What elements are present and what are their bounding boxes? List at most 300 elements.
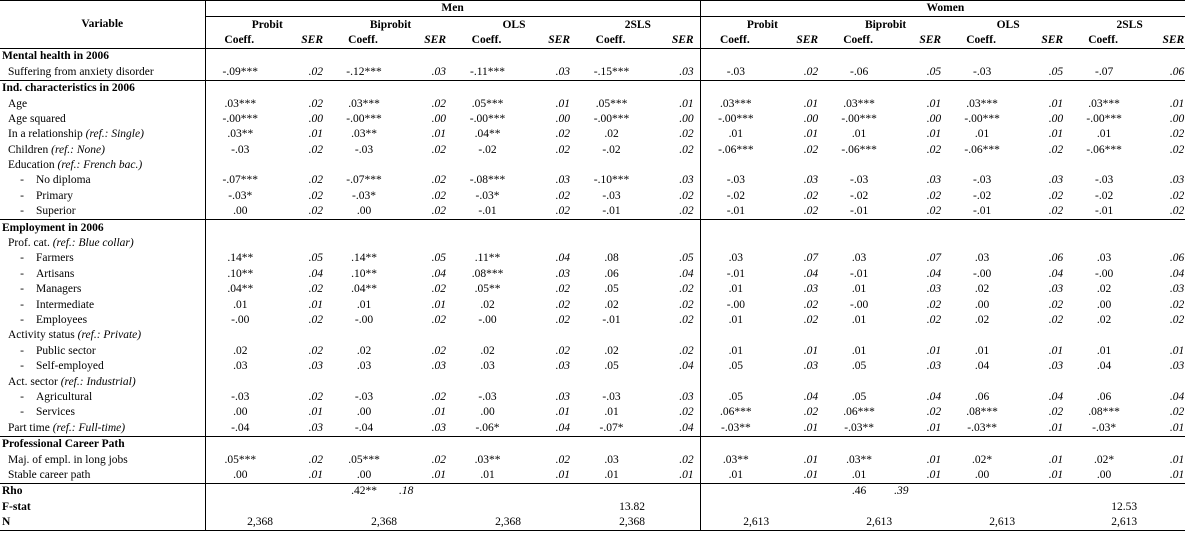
ser-cell: .03 xyxy=(431,360,446,373)
row-label: Prof. cat. (ref.: Blue collar) xyxy=(8,237,134,250)
coeff-cell xyxy=(452,500,521,515)
empty-cell xyxy=(769,374,824,389)
empty-cell xyxy=(1137,374,1185,389)
ser-cell: .01 xyxy=(1169,97,1185,110)
ser-cell: .02 xyxy=(1048,205,1064,218)
ser-cell: .01 xyxy=(1169,468,1185,481)
coeff-cell: .14** xyxy=(205,251,273,266)
ser-cell: .18 xyxy=(399,485,414,498)
empty-cell xyxy=(947,158,1015,173)
empty-cell xyxy=(892,158,947,173)
table-row xyxy=(0,468,1185,484)
table-row xyxy=(0,344,1185,359)
ser-cell: .04 xyxy=(431,267,446,280)
empty-cell xyxy=(824,49,892,65)
coeff-cell: .10** xyxy=(205,267,273,282)
ser-header: SER xyxy=(424,33,446,46)
empty-cell xyxy=(700,80,769,96)
empty-cell xyxy=(329,236,397,251)
ser-cell: .01 xyxy=(431,406,446,419)
coeff-cell: -.07*** xyxy=(205,173,273,188)
table-row xyxy=(0,282,1185,297)
coeff-cell: 2,368 xyxy=(495,516,521,529)
coeff-cell: -.02 xyxy=(478,143,497,156)
coeff-cell: -.06*** xyxy=(841,143,877,156)
ser-cell: .03 xyxy=(1169,360,1185,373)
coeff-cell: -.06 xyxy=(850,65,869,78)
empty-cell xyxy=(576,436,645,452)
coeff-cell: .05*** xyxy=(348,453,380,466)
ser-cell xyxy=(521,515,576,531)
ser-cell: .01 xyxy=(308,468,323,481)
coeff-cell: -.06* xyxy=(475,421,500,434)
section-label: Employment in 2006 xyxy=(2,221,104,234)
ser-cell: .01 xyxy=(431,298,446,311)
coeff-cell: .02 xyxy=(1096,283,1112,296)
ser-cell: .01 xyxy=(1048,97,1064,110)
ser-cell: .02 xyxy=(803,205,819,218)
coeff-cell: .08*** xyxy=(966,406,998,419)
coeff-cell: -.03 xyxy=(700,65,769,81)
ser-cell: .02 xyxy=(679,314,694,326)
table-row xyxy=(0,297,1185,312)
empty-cell xyxy=(397,236,452,251)
empty-cell xyxy=(1137,49,1185,65)
women-biprobit-header: Biprobit xyxy=(864,18,907,31)
empty-cell xyxy=(947,436,1015,452)
empty-cell xyxy=(273,158,329,173)
empty-cell xyxy=(892,236,947,251)
table-row xyxy=(0,405,1185,420)
ser-cell: .02 xyxy=(926,189,942,202)
empty-cell xyxy=(273,236,329,251)
empty-cell xyxy=(452,436,521,452)
coeff-cell: .01 xyxy=(700,313,769,328)
empty-cell xyxy=(700,328,769,343)
coeff-cell: -.00*** xyxy=(700,112,769,127)
ser-cell: .02 xyxy=(431,189,446,202)
coeff-cell: -.02 xyxy=(850,189,869,202)
coeff-cell xyxy=(1069,484,1137,500)
empty-cell xyxy=(273,80,329,96)
ser-cell: .02 xyxy=(431,97,446,110)
empty-cell xyxy=(892,49,947,65)
coeff-cell: .01 xyxy=(356,298,372,311)
coeff-cell: 2,613 xyxy=(1111,516,1138,529)
coeff-cell: -.01 xyxy=(1095,205,1114,218)
coeff-cell: -.02 xyxy=(1095,189,1114,202)
ser-cell: .01 xyxy=(555,97,570,110)
ser-cell: .03 xyxy=(1048,283,1064,296)
ser-cell: .02 xyxy=(679,143,694,156)
ser-cell: .01 xyxy=(803,97,819,110)
ser-header: SER xyxy=(301,33,323,46)
row-label: Age squared xyxy=(8,112,66,125)
coeff-cell: .05 xyxy=(851,360,867,373)
ser-cell: .06 xyxy=(1048,252,1064,265)
coeff-header: Coeff. xyxy=(205,33,273,49)
coeff-cell: -.07* xyxy=(599,421,624,434)
empty-cell xyxy=(329,328,397,343)
empty-cell xyxy=(1069,220,1137,236)
ser-cell xyxy=(273,515,329,531)
ser-cell: .06 xyxy=(1169,252,1185,265)
empty-cell xyxy=(576,236,645,251)
empty-cell xyxy=(769,220,824,236)
ser-cell xyxy=(892,515,947,531)
ser-cell: .02 xyxy=(679,298,694,311)
coeff-cell: .02 xyxy=(1096,314,1112,326)
empty-cell xyxy=(576,80,645,96)
coeff-cell: .03*** xyxy=(843,97,875,110)
empty-cell xyxy=(1137,236,1185,251)
ser-cell: .00 xyxy=(803,112,819,125)
ser-cell: .01 xyxy=(308,298,323,311)
ser-cell: .00 xyxy=(679,112,694,125)
row-label: - Artisans xyxy=(20,267,75,280)
empty-cell xyxy=(273,49,329,65)
ser-header: SER xyxy=(548,33,570,46)
row-label: - Intermediate xyxy=(20,298,95,311)
table-row xyxy=(0,374,1185,389)
ser-cell: .04 xyxy=(803,390,819,403)
coeff-cell: .03** xyxy=(700,452,769,467)
empty-cell xyxy=(700,49,769,65)
coeff-header: Coeff. xyxy=(471,33,502,46)
coeff-cell: .06*** xyxy=(843,406,875,419)
ser-cell: .01 xyxy=(555,468,570,481)
coeff-cell: -.00 xyxy=(973,267,992,280)
empty-cell xyxy=(452,236,521,251)
empty-cell xyxy=(700,374,769,389)
coeff-cell: .02 xyxy=(480,344,495,357)
empty-cell xyxy=(824,436,892,452)
men-ols-header: OLS xyxy=(502,18,526,31)
coeff-cell: -.03 xyxy=(1095,174,1114,187)
row-label: N xyxy=(2,516,11,529)
coeff-cell: -.03* xyxy=(1092,421,1117,434)
empty-cell xyxy=(1015,80,1069,96)
coeff-cell: .01 xyxy=(851,468,867,481)
women-probit-header: Probit xyxy=(700,17,824,33)
empty-cell xyxy=(329,80,397,96)
empty-cell xyxy=(1015,236,1069,251)
empty-cell xyxy=(329,220,397,236)
variable-header: Variable xyxy=(81,18,124,31)
empty-cell xyxy=(205,80,273,96)
empty-cell xyxy=(452,374,521,389)
empty-cell xyxy=(205,236,273,251)
ser-cell: .04 xyxy=(803,267,819,280)
reference-category: (ref.: Blue collar) xyxy=(52,237,134,250)
coeff-cell: .00 xyxy=(205,405,273,420)
coeff-cell: -.00 xyxy=(850,298,869,311)
table-row xyxy=(0,65,1185,81)
ser-cell: .01 xyxy=(1048,453,1064,466)
coeff-cell: -.03 xyxy=(700,173,769,188)
coeff-cell: .02 xyxy=(974,283,990,296)
coeff-cell: .00 xyxy=(480,406,495,419)
ser-cell xyxy=(273,484,329,500)
ser-cell xyxy=(1015,500,1069,515)
coeff-cell: .03 xyxy=(480,360,495,373)
coeff-cell: .05** xyxy=(474,283,501,296)
coeff-cell: .01 xyxy=(700,127,769,142)
coeff-cell: .05*** xyxy=(205,452,273,467)
empty-cell xyxy=(397,80,452,96)
coeff-cell: 2,368 xyxy=(205,515,273,531)
coeff-cell: -.01 xyxy=(973,205,992,218)
section-label: Ind. characteristics in 2006 xyxy=(2,82,135,95)
table-row xyxy=(0,500,1185,515)
coeff-cell: -.00*** xyxy=(205,112,273,127)
men-2sls-header: 2SLS xyxy=(624,18,651,31)
coeff-cell: .00 xyxy=(974,468,990,481)
coeff-cell: -.03** xyxy=(844,421,874,434)
row-label: Stable career path xyxy=(8,468,91,481)
ser-cell: .00 xyxy=(1048,112,1064,125)
coeff-cell: .08*** xyxy=(471,267,504,280)
empty-cell xyxy=(1069,436,1137,452)
empty-cell xyxy=(645,236,700,251)
coeff-cell: .05 xyxy=(700,359,769,374)
coeff-cell: -.01 xyxy=(850,205,869,218)
coeff-cell: 2,368 xyxy=(371,516,397,529)
coeff-cell: -.01 xyxy=(850,267,869,280)
coeff-header: Coeff. xyxy=(966,33,996,46)
empty-cell xyxy=(769,436,824,452)
ser-cell: .01 xyxy=(926,421,942,434)
ser-cell xyxy=(645,500,700,515)
coeff-cell: .06*** xyxy=(700,405,769,420)
coeff-cell: -.03** xyxy=(967,421,997,434)
coeff-cell: -.03* xyxy=(475,189,500,202)
coeff-cell: .01 xyxy=(974,128,990,141)
table-row xyxy=(0,484,1185,500)
table-row xyxy=(0,452,1185,467)
ser-cell: .03 xyxy=(308,360,323,373)
coeff-cell: 13.82 xyxy=(619,500,645,513)
coeff-cell: .02 xyxy=(974,314,990,326)
coeff-cell: -.03 xyxy=(850,174,869,187)
empty-cell xyxy=(329,158,397,173)
row-label: F-stat xyxy=(2,500,31,513)
coeff-cell: .03 xyxy=(205,359,273,374)
row-label: Maj. of empl. in long jobs xyxy=(8,453,128,466)
ser-cell: .02 xyxy=(555,189,570,202)
ser-cell: .01 xyxy=(308,128,323,141)
empty-cell xyxy=(645,220,700,236)
empty-cell xyxy=(1015,158,1069,173)
coeff-cell: .01 xyxy=(604,468,619,481)
table-row xyxy=(0,251,1185,266)
coeff-cell: -.03 xyxy=(205,143,273,158)
empty-cell xyxy=(1137,220,1185,236)
ser-cell: .02 xyxy=(1169,406,1185,419)
empty-cell xyxy=(452,220,521,236)
ser-cell: .03 xyxy=(1169,283,1185,296)
coeff-cell: .05 xyxy=(604,283,619,296)
ser-cell: .00 xyxy=(1169,112,1185,125)
ser-cell: .02 xyxy=(803,314,819,326)
coeff-cell: .03 xyxy=(974,252,990,265)
row-label: Suffering from anxiety disorder xyxy=(8,65,154,78)
empty-cell xyxy=(273,328,329,343)
coeff-cell: .02* xyxy=(1094,453,1115,466)
coeff-cell: .03 xyxy=(700,251,769,266)
coeff-cell: .11** xyxy=(474,252,501,265)
table-row xyxy=(0,421,1185,437)
men-probit-header: Probit xyxy=(205,17,329,33)
reference-category: (ref.: Full-time) xyxy=(52,421,126,434)
coeff-cell: -.12*** xyxy=(346,65,382,78)
reference-category: (ref.: Private) xyxy=(77,329,142,342)
coeff-cell: .08*** xyxy=(1088,406,1120,419)
coeff-cell: .01 xyxy=(700,344,769,359)
ser-cell: .02 xyxy=(1169,298,1185,311)
empty-cell xyxy=(1069,158,1137,173)
table-row xyxy=(0,267,1185,282)
ser-cell: .02 xyxy=(679,283,694,296)
empty-cell xyxy=(1015,49,1069,65)
empty-cell xyxy=(700,436,769,452)
coeff-cell: .03 xyxy=(851,252,867,265)
coeff-cell: -.06*** xyxy=(700,143,769,158)
ser-cell: .01 xyxy=(679,468,694,481)
row-label: - Public sector xyxy=(20,344,96,357)
table-row xyxy=(0,173,1185,188)
empty-cell xyxy=(205,436,273,452)
empty-cell xyxy=(521,436,576,452)
coeff-cell xyxy=(700,500,769,515)
ser-cell: .02 xyxy=(1169,143,1185,156)
ser-cell: .02 xyxy=(1048,143,1064,156)
empty-cell xyxy=(329,374,397,389)
ser-cell: .01 xyxy=(1048,468,1064,481)
ser-cell: .00 xyxy=(926,112,942,125)
coeff-cell: .02* xyxy=(972,453,993,466)
ser-cell: .02 xyxy=(679,344,694,357)
coeff-cell: .10** xyxy=(351,267,377,280)
table-row xyxy=(0,515,1185,531)
section-row xyxy=(0,49,1185,65)
ser-cell: .02 xyxy=(1169,128,1185,141)
coeff-cell: -.00 xyxy=(700,297,769,312)
table-row xyxy=(0,390,1185,405)
coeff-cell: .02 xyxy=(480,298,495,311)
table-row xyxy=(0,127,1185,142)
ser-header: SER xyxy=(1041,33,1064,46)
ser-cell: .02 xyxy=(431,344,446,357)
ser-cell: .01 xyxy=(1169,344,1185,357)
ser-cell: .03 xyxy=(555,174,570,187)
empty-cell xyxy=(521,220,576,236)
empty-cell xyxy=(769,158,824,173)
coeff-cell: -.03* xyxy=(205,189,273,204)
coeff-cell: .04** xyxy=(205,282,273,297)
empty-cell xyxy=(824,374,892,389)
ser-cell: .04 xyxy=(555,252,570,265)
ser-cell: .07 xyxy=(803,252,819,265)
coeff-cell: .14** xyxy=(351,252,377,265)
coeff-cell: -.02 xyxy=(700,189,769,204)
empty-cell xyxy=(273,436,329,452)
coeff-cell: -.00 xyxy=(478,314,497,326)
coeff-cell: -.03** xyxy=(700,421,769,437)
empty-cell xyxy=(1069,374,1137,389)
coeff-cell: .05 xyxy=(851,390,867,403)
empty-cell xyxy=(1137,436,1185,452)
coeff-cell: .01 xyxy=(1096,344,1112,357)
ser-cell: .03 xyxy=(308,421,323,434)
ser-cell: .02 xyxy=(803,143,819,156)
row-label: Activity status (ref.: Private) xyxy=(8,329,142,342)
empty-cell xyxy=(1137,80,1185,96)
section-row xyxy=(0,80,1185,96)
coeff-cell: 12.53 xyxy=(1111,500,1138,513)
coeff-cell: -.03 xyxy=(478,390,497,403)
ser-cell: .04 xyxy=(679,421,694,434)
coeff-cell: -.01 xyxy=(700,204,769,220)
ser-header: SER xyxy=(671,33,694,46)
ser-cell: .02 xyxy=(1169,189,1185,202)
ser-cell: .03 xyxy=(679,65,694,78)
women-ols-header: OLS xyxy=(996,18,1020,31)
coeff-cell xyxy=(947,484,1015,500)
coeff-cell: .01 xyxy=(700,468,769,484)
coeff-cell: -.00*** xyxy=(841,112,877,125)
coeff-cell: .00 xyxy=(1096,298,1112,311)
ser-cell: .02 xyxy=(679,128,694,141)
ser-cell: .03 xyxy=(555,65,570,78)
empty-cell xyxy=(700,220,769,236)
ser-cell: .01 xyxy=(1048,128,1064,141)
coeff-cell: -.03* xyxy=(352,189,376,202)
ser-cell: .03 xyxy=(679,174,694,187)
ser-cell: .01 xyxy=(926,344,942,357)
coeff-cell: .03*** xyxy=(1088,97,1120,110)
reference-category: (ref.: Industrial) xyxy=(60,375,136,388)
ser-cell: .04 xyxy=(679,267,694,280)
table-row xyxy=(0,328,1185,343)
coeff-cell: .04 xyxy=(974,360,990,373)
ser-cell: .02 xyxy=(803,189,819,202)
table-row xyxy=(0,236,1185,251)
coeff-cell: .08 xyxy=(604,252,619,265)
empty-cell xyxy=(1015,328,1069,343)
empty-cell xyxy=(824,80,892,96)
coeff-cell: .02 xyxy=(356,344,372,357)
empty-cell xyxy=(1015,220,1069,236)
coeff-cell: -.00 xyxy=(205,313,273,328)
ser-cell: .02 xyxy=(926,406,942,419)
empty-cell xyxy=(824,236,892,251)
coeff-header: Coeff. xyxy=(348,33,378,46)
ser-cell: .01 xyxy=(1169,453,1185,466)
ser-cell xyxy=(645,484,700,500)
row-label: - No diploma xyxy=(20,174,91,187)
ser-cell: .04 xyxy=(1169,267,1185,280)
empty-cell xyxy=(1015,436,1069,452)
ser-cell xyxy=(1015,515,1069,531)
ser-cell: .02 xyxy=(555,128,570,141)
ser-cell xyxy=(1137,484,1185,500)
empty-cell xyxy=(824,220,892,236)
empty-cell xyxy=(892,80,947,96)
ser-cell: .05 xyxy=(679,252,694,265)
empty-cell xyxy=(1069,49,1137,65)
ser-cell: .01 xyxy=(555,406,570,419)
